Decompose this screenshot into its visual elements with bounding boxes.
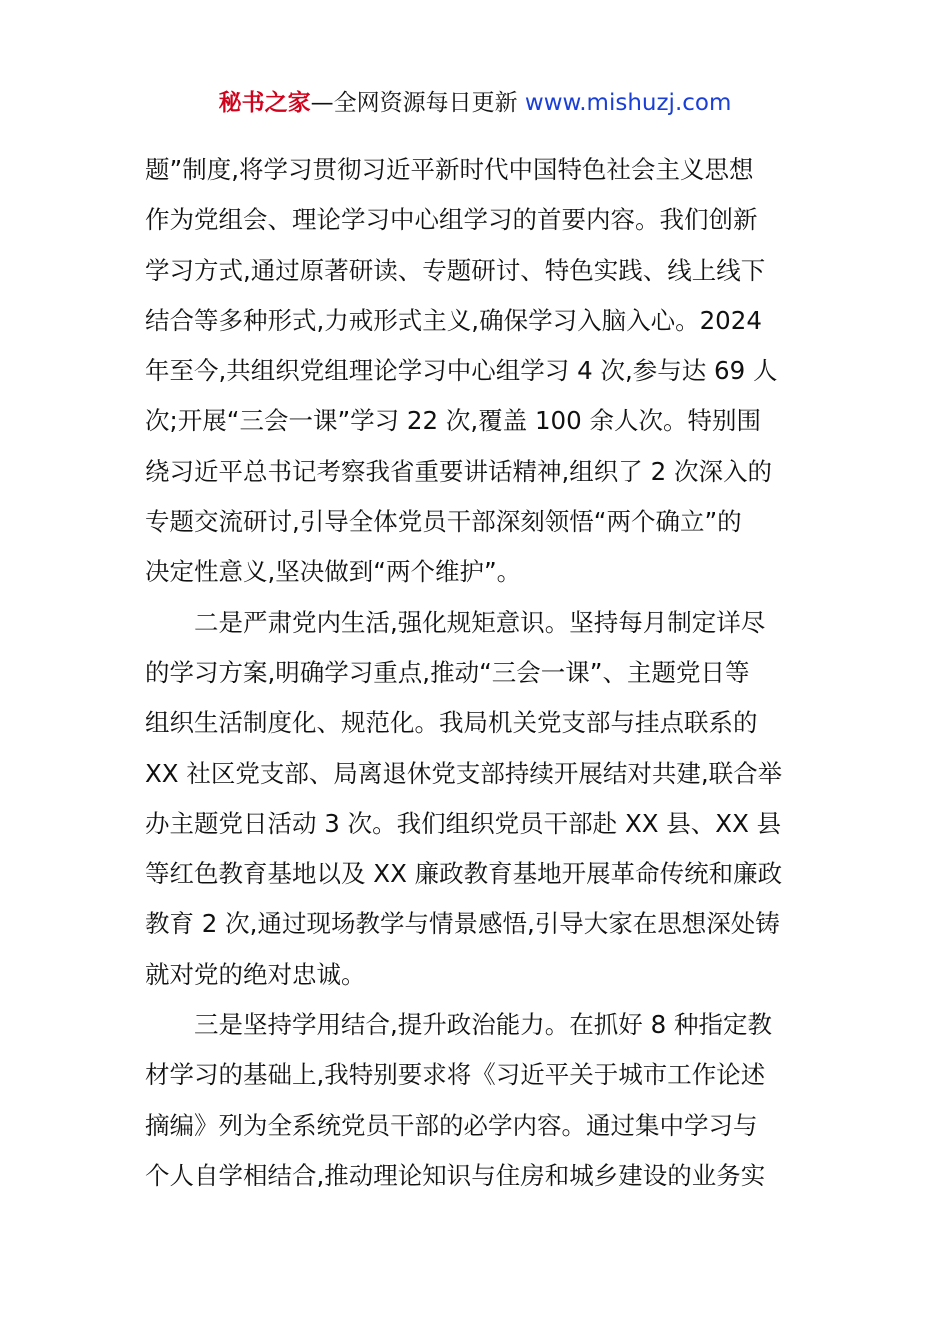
page-header xyxy=(0,86,950,120)
text-line: 的学习方案,明确学习重点,推动“三会一课”、主题党日等 xyxy=(145,657,750,687)
text-line: 题”制度,将学习贯彻习近平新时代中国特色社会主义思想 xyxy=(145,155,754,184)
text-line: 绕习近平总书记考察我省重要讲话精神,组织了 2 次深入的 xyxy=(145,456,772,486)
text-line: 专题交流研讨,引导全体党员干部深刻领悟“两个确立”的 xyxy=(145,507,742,537)
text-line: 个人自学相结合,推动理论知识与住房和城乡建设的业务实 xyxy=(145,1160,766,1190)
text-line: 就对党的绝对忠诚。 xyxy=(145,959,366,989)
text-line: 年至今,共组织党组理论学习中心组学习 4 次,参与达 69 人 xyxy=(145,356,778,386)
header-tagline: —全网资源每日更新 xyxy=(310,90,518,116)
text-line: 办主题党日活动 3 次。我们组织党员干部赴 XX 县、XX 县 xyxy=(145,808,782,838)
text-line: 学习方式,通过原著研读、专题研讨、特色实践、线上线下 xyxy=(145,255,766,285)
paragraph-start-line: 三是坚持学用结合,提升政治能力。在抓好 8 种指定教 xyxy=(194,1010,772,1040)
site-url-link[interactable]: www.mishuzj.com xyxy=(524,90,732,116)
text-line: XX 社区党支部、局离退休党支部持续开展结对共建,联合举 xyxy=(145,758,783,788)
paragraph-start-line: 二是严肃党内生活,强化规矩意识。坚持每月制定详尽 xyxy=(194,607,766,637)
text-line: 次;开展“三会一课”学习 22 次,覆盖 100 余人次。特别围 xyxy=(145,406,762,436)
text-line: 组织生活制度化、规范化。我局机关党支部与挂点联系的 xyxy=(145,708,758,738)
text-line: 作为党组会、理论学习中心组学习的首要内容。我们创新 xyxy=(145,205,758,235)
text-line: 摘编》列为全系统党员干部的必学内容。通过集中学习与 xyxy=(145,1110,758,1140)
text-line: 材学习的基础上,我特别要求将《习近平关于城市工作论述 xyxy=(145,1060,766,1090)
text-line: 教育 2 次,通过现场教学与情景感悟,引导大家在思想深处铸 xyxy=(145,909,780,939)
document-body xyxy=(145,145,825,1201)
text-line: 决定性意义,坚决做到“两个维护”。 xyxy=(145,557,522,587)
brand-name: 秘书之家 xyxy=(218,90,311,116)
text-line: 结合等多种形式,力戒形式主义,确保学习入脑入心。2024 xyxy=(145,305,762,335)
text-line: 等红色教育基地以及 XX 廉政教育基地开展革命传统和廉政 xyxy=(145,859,783,889)
